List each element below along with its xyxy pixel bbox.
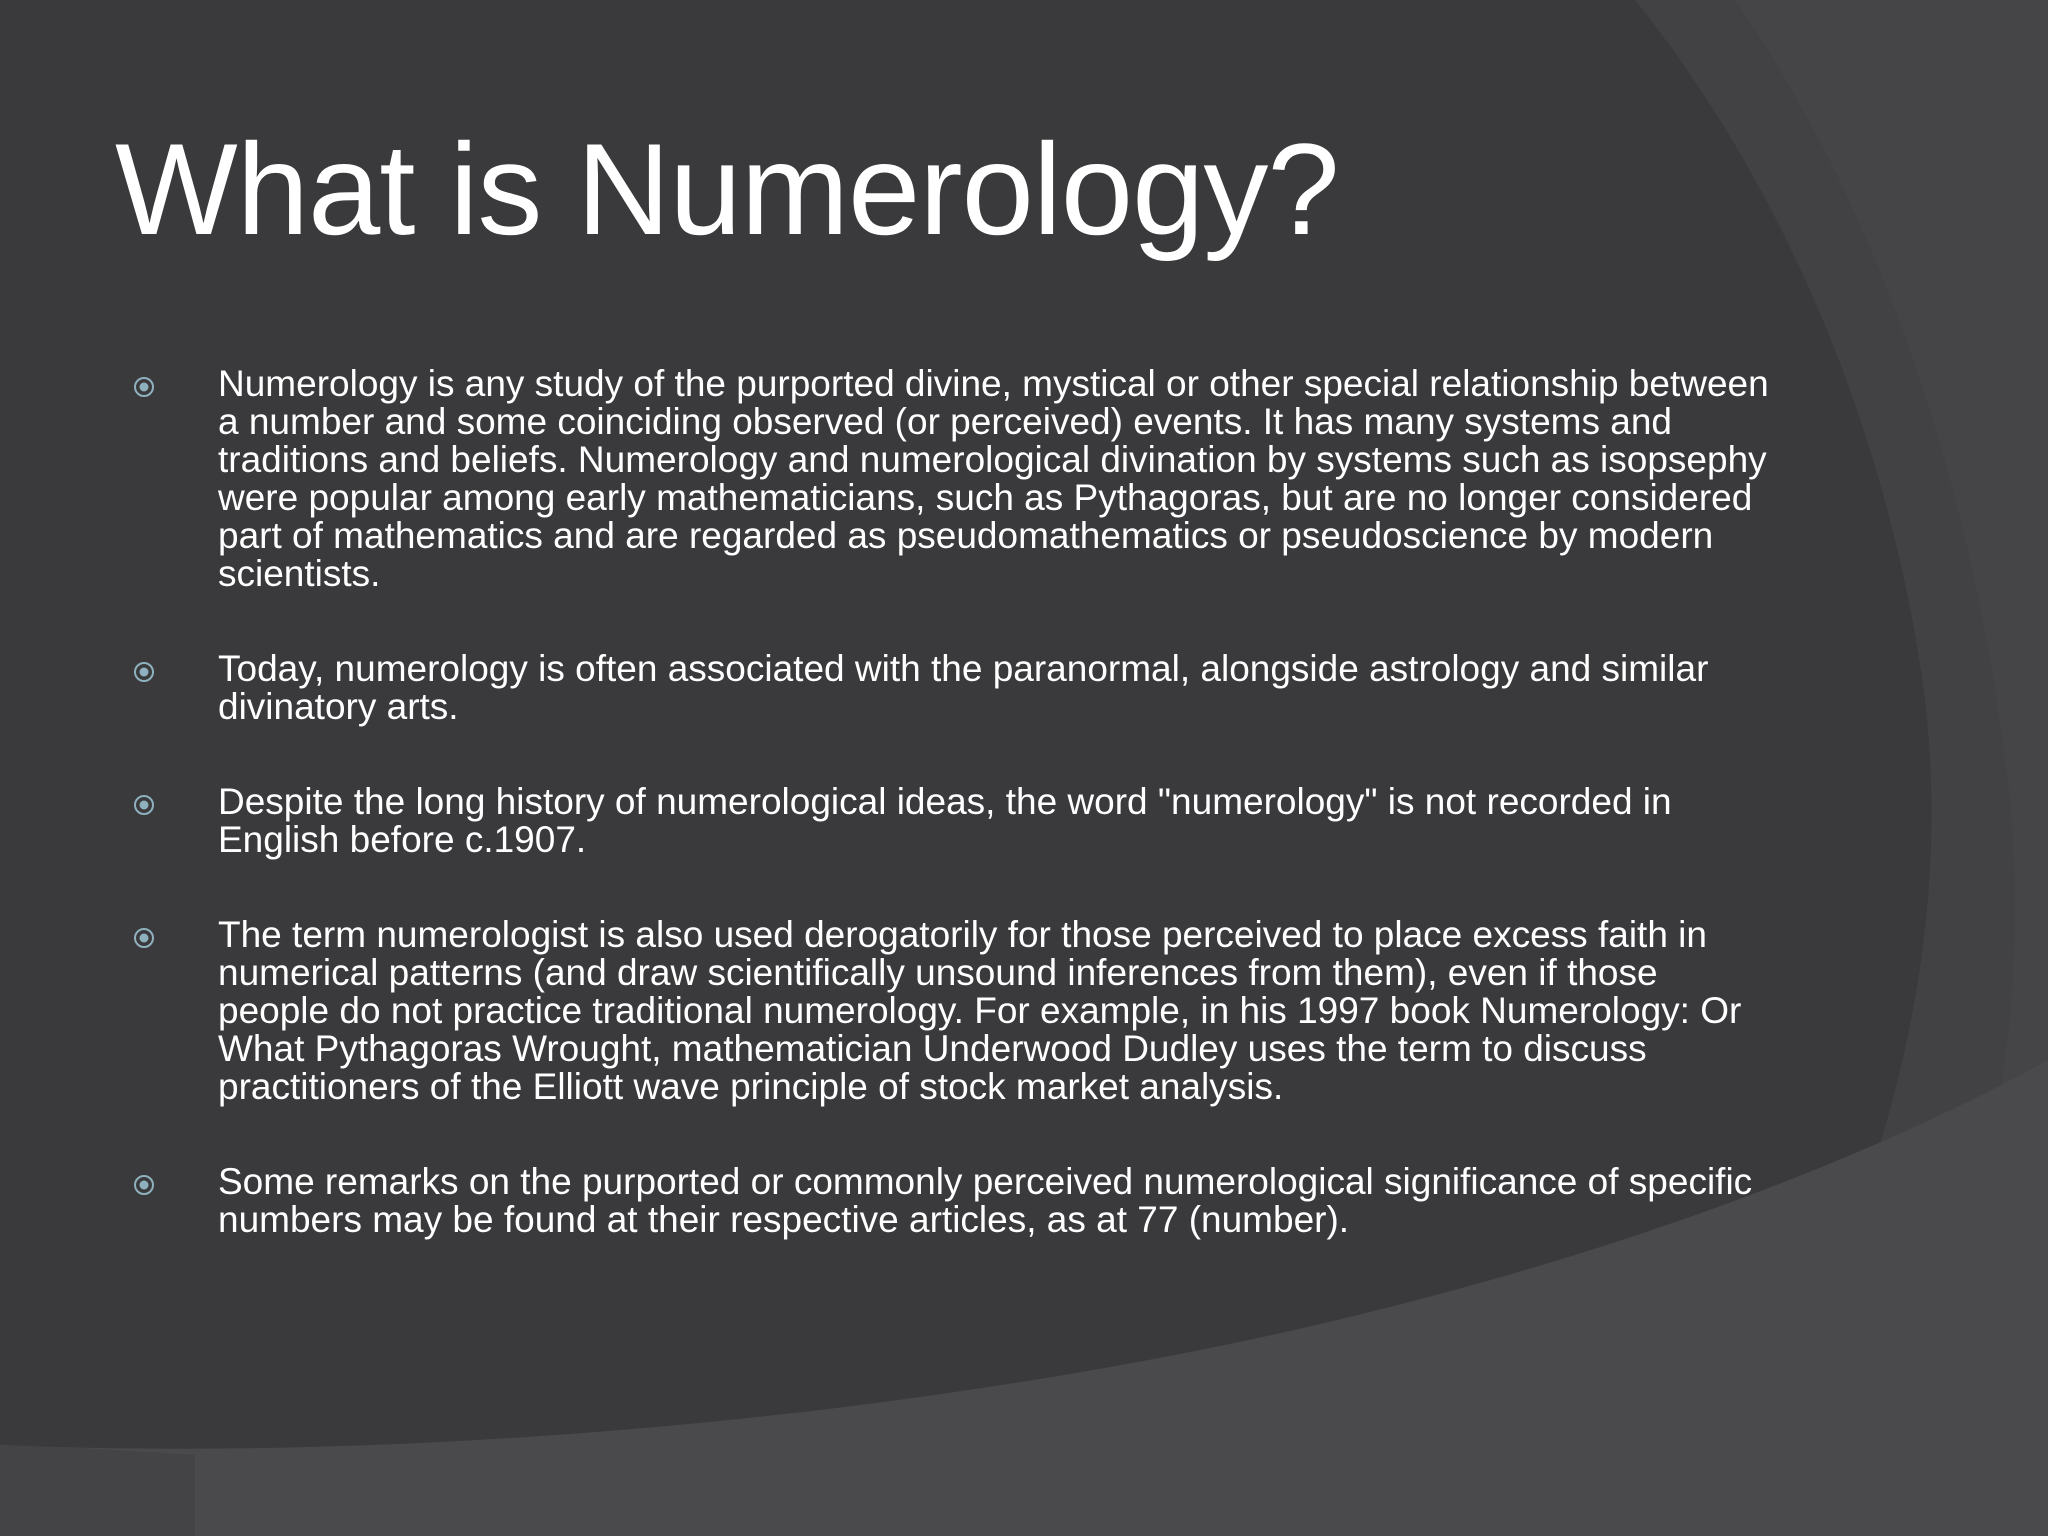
bullet-text: Some remarks on the purported or commonly perceived numerological significance of specific numbers may be found at their respective articles, as at 77 (number). (218, 1161, 1753, 1240)
bullet-text: Numerology is any study of the purported divine, mystical or other special relationship between a number and some coinciding observed (or perceived) events. It has many systems and traditions and beliefs. Numerology and numerological divination by systems such as isopsephy were popular among early mathematicians, such as Pythagoras, but are no longer considered part of mathematics and are regarded as pseudomathematics or pseudoscience by modern scientists. (218, 363, 1769, 594)
bullet-item (130, 783, 1770, 859)
circled-dot-icon (133, 376, 155, 398)
bullet-item (130, 650, 1770, 726)
lower-left-strip (0, 1445, 195, 1536)
circled-dot-icon (133, 794, 155, 816)
bullet-list (130, 365, 1770, 1296)
circled-dot-icon (133, 927, 155, 949)
bullet-item (130, 916, 1770, 1106)
circled-dot-icon (133, 661, 155, 683)
bullet-text: Today, numerology is often associated with the paranormal, alongside astrology and similar divinatory arts. (218, 648, 1709, 727)
bullet-item (130, 365, 1770, 593)
bullet-text: Despite the long history of numerological ideas, the word "numerology" is not recorded in English before c.1907. (218, 781, 1672, 860)
circled-dot-icon (133, 1174, 155, 1196)
slide-title: What is Numerology? (115, 116, 1339, 262)
bullet-item (130, 1163, 1770, 1239)
bullet-text: The term numerologist is also used derogatorily for those perceived to place excess faith in numerical patterns (and draw scientifically unsound inferences from them), even if those people do not practice traditional numerology. For example, in his 1997 book Numerology: Or What Pythagoras Wrought, mathematician Underwood Dudley uses the term to discuss practitioners of the Elliott wave principle of stock market analysis. (218, 914, 1742, 1107)
